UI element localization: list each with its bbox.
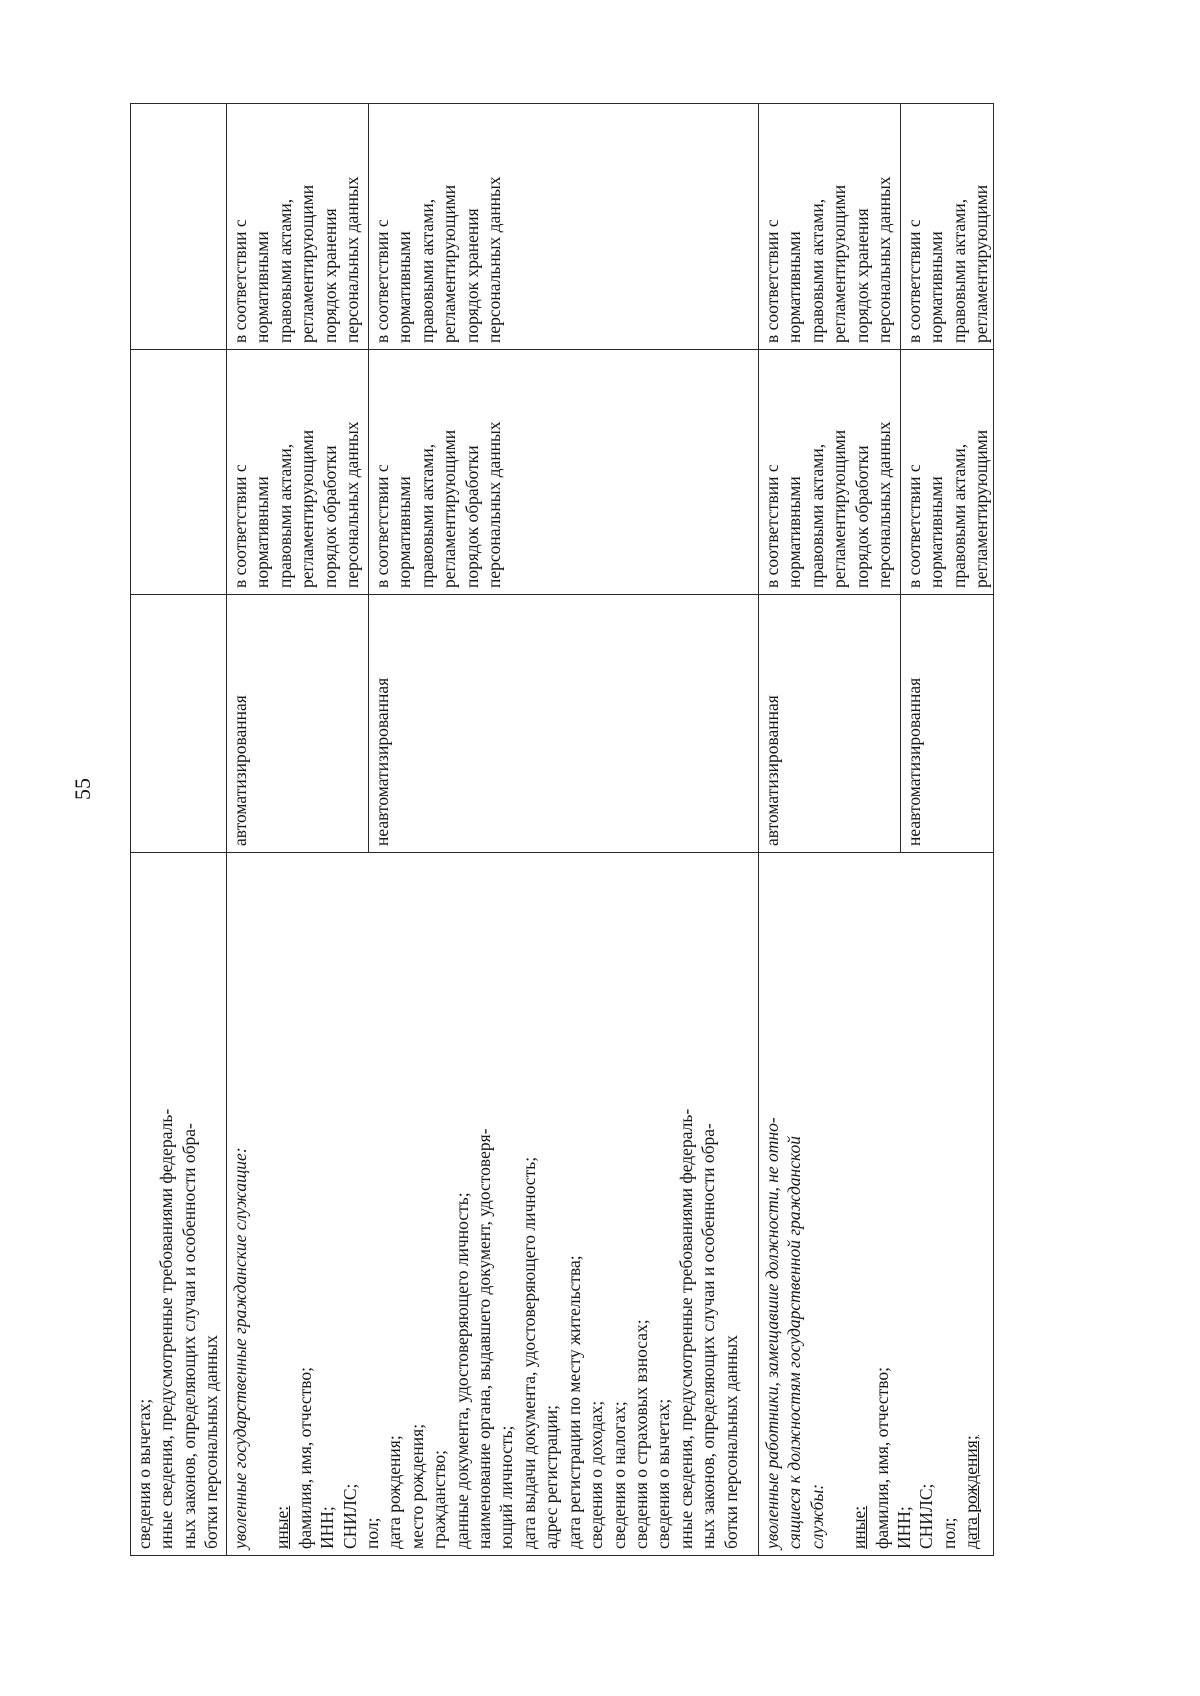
list-item: место рождения; (406, 1423, 427, 1549)
storage-line: правовыми актами, (416, 198, 437, 343)
processing-line: порядок обработки (461, 445, 482, 588)
processing-line: регламентирующими (297, 429, 318, 588)
mode-cell (759, 595, 901, 853)
storage-line: правовыми актами, (806, 198, 827, 343)
list-item: ющий личность; (496, 1425, 517, 1549)
processing-line: в соответствии с (762, 464, 782, 588)
storage-line: персональных данных (342, 176, 363, 343)
storage-line: правовыми актами, (948, 198, 969, 343)
storage-line: порядок хранения (461, 208, 482, 343)
processing-line: порядок обработки (319, 445, 340, 588)
processing-line: в соответствии с (372, 464, 392, 588)
processing-line: персональных данных (484, 421, 505, 588)
category-cell (131, 853, 227, 1556)
processing-cell (759, 350, 901, 595)
list-item: дата рождения; (384, 1435, 405, 1549)
storage-line: в соответствии с (904, 219, 924, 343)
other-label: иные: (849, 1505, 870, 1549)
processing-line: персональных данных (874, 421, 895, 588)
rotated-document-table (130, 156, 992, 1556)
storage-cell (369, 104, 759, 350)
processing-line: персональных данных (342, 421, 363, 588)
processing-cell (369, 350, 759, 595)
page-number: 55 (70, 778, 95, 800)
list-item: иные сведения, предусмотренные требованиями федераль- (675, 1108, 696, 1549)
table-row-civil-servants-automated (227, 104, 369, 1556)
list-item: сведения о вычетах; (653, 1398, 674, 1549)
table-row-employees-automated (759, 104, 901, 1556)
list-item: дата рождения; (961, 1435, 982, 1549)
list-item: наименование органа, выдавшего документ, удостоверя- (474, 1128, 495, 1549)
mode-cell (227, 595, 369, 853)
processing-line: правовыми актами, (274, 443, 295, 588)
category-header: службы: (806, 1483, 827, 1549)
storage-line: правовыми актами, (274, 198, 295, 343)
storage-cell (901, 104, 994, 350)
category-header: сящиеся к должностям государственной гражданской (784, 1135, 805, 1549)
list-item: дата регистрации по месту жительства; (563, 1255, 584, 1549)
processing-mode: автоматизированная (762, 695, 782, 846)
list-item: СНИЛС; (916, 1483, 937, 1549)
storage-line: порядок хранения (319, 208, 340, 343)
processing-line: правовыми актами, (806, 443, 827, 588)
processing-mode: неавтоматизированная (904, 677, 924, 846)
storage-line: в соответствии с (762, 219, 782, 343)
list-item: пол; (362, 1517, 383, 1549)
list-item: ных законов, определяющих случаи и особенности обра- (698, 1123, 719, 1549)
mode-cell (901, 595, 994, 853)
storage-line: нормативными (252, 231, 273, 343)
processing-line: регламентирующими (439, 429, 460, 588)
processing-line: регламентирующими (971, 429, 992, 588)
category-cell (759, 853, 994, 1556)
category-line: иные сведения, предусмотренные требованиями федераль- (156, 1108, 177, 1549)
list-item: адрес регистрации; (541, 1405, 562, 1549)
storage-line: регламентирующими (971, 184, 992, 343)
list-item: пол; (938, 1517, 959, 1549)
storage-line: нормативными (926, 231, 947, 343)
list-item: ИНН; (894, 1506, 915, 1549)
storage-line: в соответствии с (230, 219, 250, 343)
list-item: сведения о налогах; (608, 1401, 629, 1549)
personal-data-table (130, 103, 994, 1556)
processing-cell (901, 350, 994, 595)
storage-line: регламентирующими (439, 184, 460, 343)
mode-cell (369, 595, 759, 853)
processing-cell (131, 350, 227, 595)
storage-cell (227, 104, 369, 350)
storage-cell (131, 104, 227, 350)
list-item: данные документа, удостоверяющего личность; (451, 1192, 472, 1549)
mode-cell (131, 595, 227, 853)
category-header: уволенные работники, замещавшие должности, не отно- (762, 1117, 782, 1549)
processing-line: нормативными (926, 476, 947, 588)
processing-line: правовыми актами, (416, 443, 437, 588)
list-item: фамилия, имя, отчество; (871, 1366, 892, 1549)
processing-line: в соответствии с (904, 464, 924, 588)
list-item: СНИЛС; (339, 1483, 360, 1549)
storage-line: персональных данных (484, 176, 505, 343)
processing-line: регламентирующими (829, 429, 850, 588)
storage-line: нормативными (394, 231, 415, 343)
processing-line: нормативными (252, 476, 273, 588)
category-header: уволенные государственные гражданские служащие: (230, 1147, 250, 1549)
list-item: дата выдачи документа, удостоверяющего личность; (518, 1156, 539, 1549)
storage-line: нормативными (784, 231, 805, 343)
list-item: сведения о страховых взносах; (630, 1319, 651, 1549)
storage-line: регламентирующими (297, 184, 318, 343)
processing-mode: неавтоматизированная (372, 677, 392, 846)
list-item: сведения о доходах; (586, 1400, 607, 1549)
storage-line: в соответствии с (372, 219, 392, 343)
processing-line: нормативными (394, 476, 415, 588)
category-line: сведения о вычетах; (134, 1398, 154, 1549)
processing-line: в соответствии с (230, 464, 250, 588)
category-line: ботки персональных данных (201, 1335, 222, 1549)
processing-mode: автоматизированная (230, 695, 250, 846)
storage-line: персональных данных (874, 176, 895, 343)
storage-line: регламентирующими (829, 184, 850, 343)
processing-line: нормативными (784, 476, 805, 588)
table-row-continuation (131, 104, 227, 1556)
list-item: ботки персональных данных (720, 1335, 741, 1549)
processing-cell (227, 350, 369, 595)
processing-line: порядок обработки (851, 445, 872, 588)
list-item: ИНН; (317, 1506, 338, 1549)
category-line: ных законов, определяющих случаи и особенности обра- (178, 1123, 199, 1549)
processing-line: правовыми актами, (948, 443, 969, 588)
storage-cell (759, 104, 901, 350)
storage-line: порядок хранения (851, 208, 872, 343)
category-cell (227, 853, 759, 1556)
list-item: гражданство; (429, 1450, 450, 1549)
list-item: фамилия, имя, отчество; (294, 1366, 315, 1549)
other-label: иные: (272, 1505, 293, 1549)
